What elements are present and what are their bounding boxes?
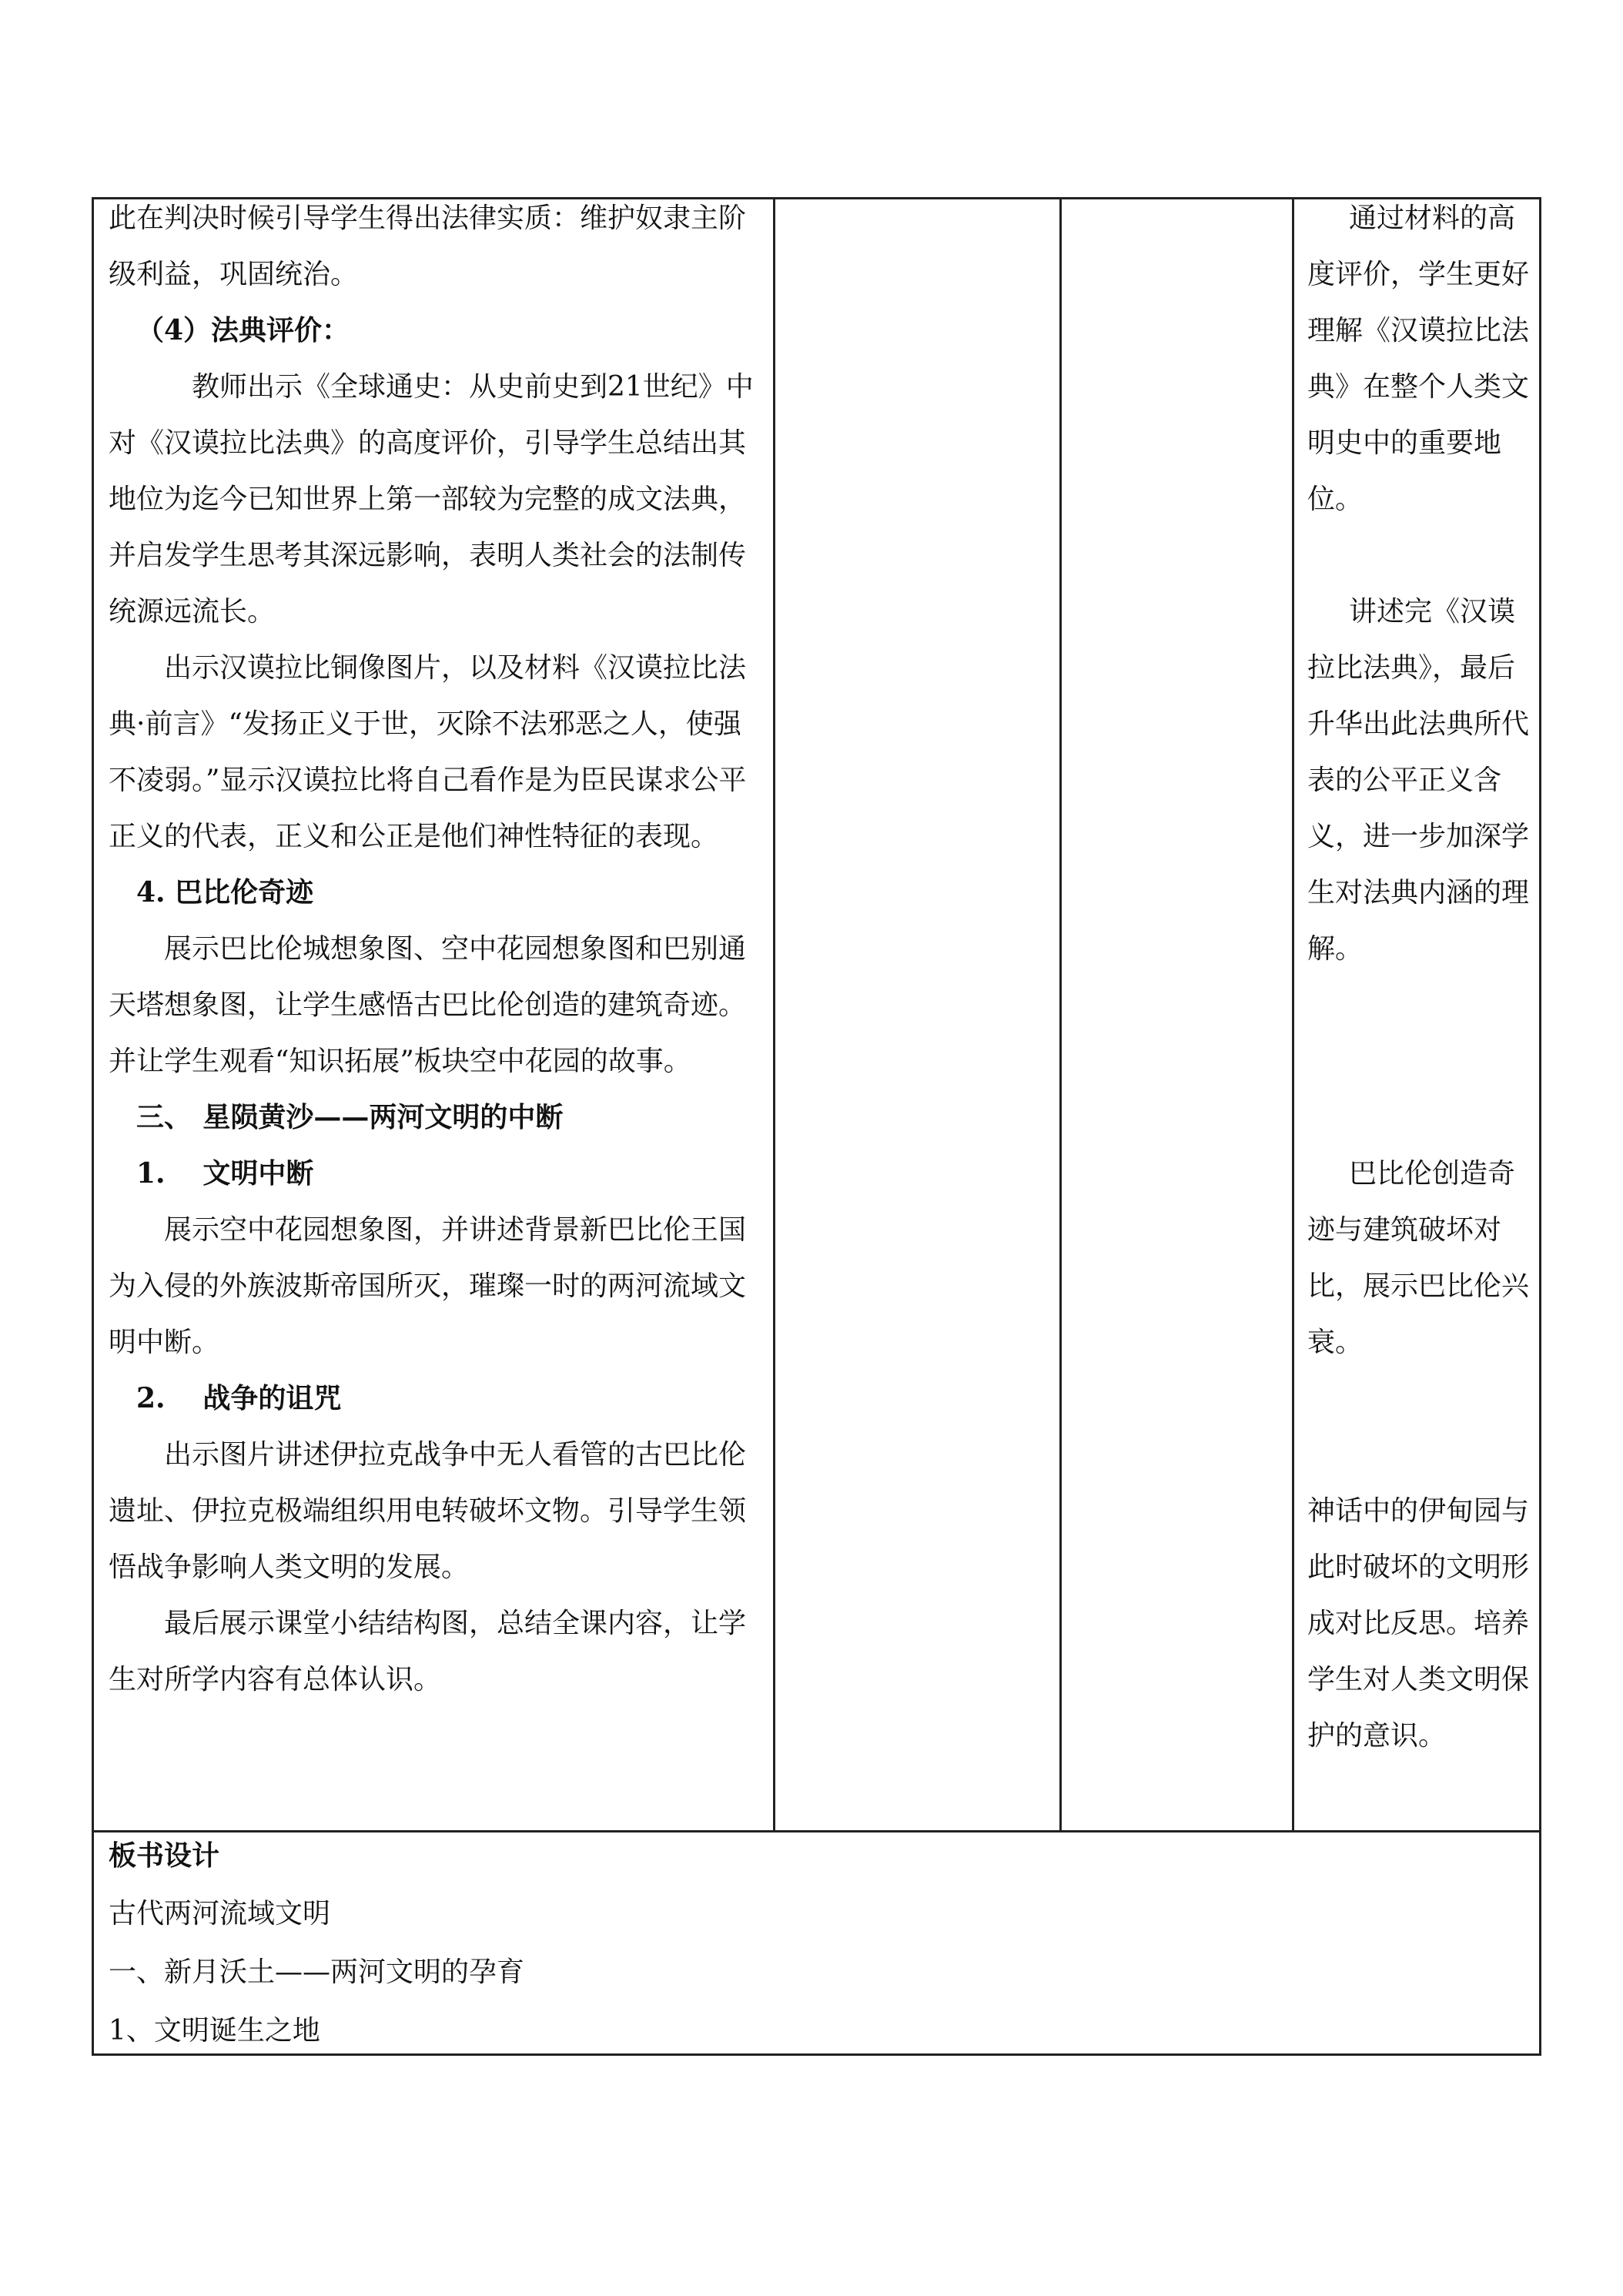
column-divider-3 <box>1292 197 1294 1832</box>
heading-war-curse-text: 战争的诅咒 <box>202 1382 342 1414</box>
board-design-heading: 板书设计 <box>109 1839 220 1872</box>
paragraph-babylon-miracle: 展示巴比伦城想象图、空中花园想象图和巴别通天塔想象图，让学生感悟古巴比伦创造的建筑奇迹。并让学生观看“知识拓展”板块空中花园的故事。 <box>109 933 747 1077</box>
heading-babylon-miracle: 4. 巴比伦奇迹 <box>136 876 314 909</box>
table-left-border <box>92 197 94 2056</box>
board-design-title: 古代两河流域文明 <box>109 1898 331 1930</box>
table-right-border <box>1539 197 1541 2056</box>
heading-war-curse-number: 2. <box>136 1382 166 1414</box>
design-intent-cell <box>1307 190 1531 1764</box>
paragraph-judgment: 此在判决时候引导学生得出法律实质：维护奴隶主阶级利益，巩固统治。 <box>109 202 747 290</box>
board-design-line-1: 一、新月沃土——两河文明的孕育 <box>109 1956 525 1988</box>
heading-civilization-break <box>109 1146 761 1202</box>
intent-note-evaluation: 通过材料的高度评价，学生更好理解《汉谟拉比法典》在整个人类文明史中的重要地位。 <box>1307 202 1530 515</box>
paragraph-hammurabi-statue: 出示汉谟拉比铜像图片，以及材料《汉谟拉比法典·前言》“发扬正义于世，灭除不法邪恶之人，使强不凌弱。”显示汉谟拉比将自己看作是为臣民谋求公平正义的代表，正义和公正是他们神性特征的表现。 <box>109 652 747 852</box>
paragraph-class-summary: 最后展示课堂小结结构图，总结全课内容，让学生对所学内容有总体认识。 <box>109 1608 747 1695</box>
column-divider-1 <box>773 197 775 1832</box>
paragraph-civilization-break: 展示空中花园想象图，并讲述背景新巴比伦王国为入侵的外族波斯帝国所灭，璀璨一时的两河流域文明中断。 <box>109 1214 747 1358</box>
teaching-process-cell <box>109 190 761 1708</box>
board-design-cell <box>109 1826 1525 2060</box>
paragraph-war-curse: 出示图片讲述伊拉克战争中无人看管的古巴比伦遗址、伊拉克极端组织用电转破坏文物。引导学生领悟战争影响人类文明的发展。 <box>109 1439 747 1583</box>
heading-civilization-break-number: 1. <box>136 1157 166 1190</box>
column-divider-2 <box>1059 197 1062 1832</box>
intent-note-justice: 讲述完《汉谟拉比法典》，最后升华出此法典所代表的公平正义含义，进一步加深学生对法典内涵的理解。 <box>1307 596 1530 965</box>
paragraph-code-evaluation: 教师出示《全球通史：从史前史到21世纪》中对《汉谟拉比法典》的高度评价，引导学生总结出其地位为迄今已知世界上第一部较为完整的成文法典，并启发学生思考其深远影响，表明人类社会的法制传统源远流长。 <box>109 371 754 628</box>
heading-section-three <box>109 1089 761 1146</box>
heading-section-three-number: 三、 <box>136 1101 192 1133</box>
board-design-line-2: 1、文明诞生之地 <box>109 2015 320 2047</box>
heading-war-curse <box>109 1371 761 1427</box>
heading-code-evaluation: （4）法典评价： <box>136 314 350 346</box>
intent-note-eden: 神话中的伊甸园与此时破坏的文明形成对比反思。培养学生对人类文明保护的意识。 <box>1307 1495 1530 1752</box>
heading-civilization-break-text: 文明中断 <box>202 1157 314 1190</box>
intent-note-rise-fall: 巴比伦创造奇迹与建筑破坏对比，展示巴比伦兴衰。 <box>1307 1158 1530 1358</box>
heading-section-three-text: 星陨黄沙——两河文明的中断 <box>202 1101 564 1133</box>
